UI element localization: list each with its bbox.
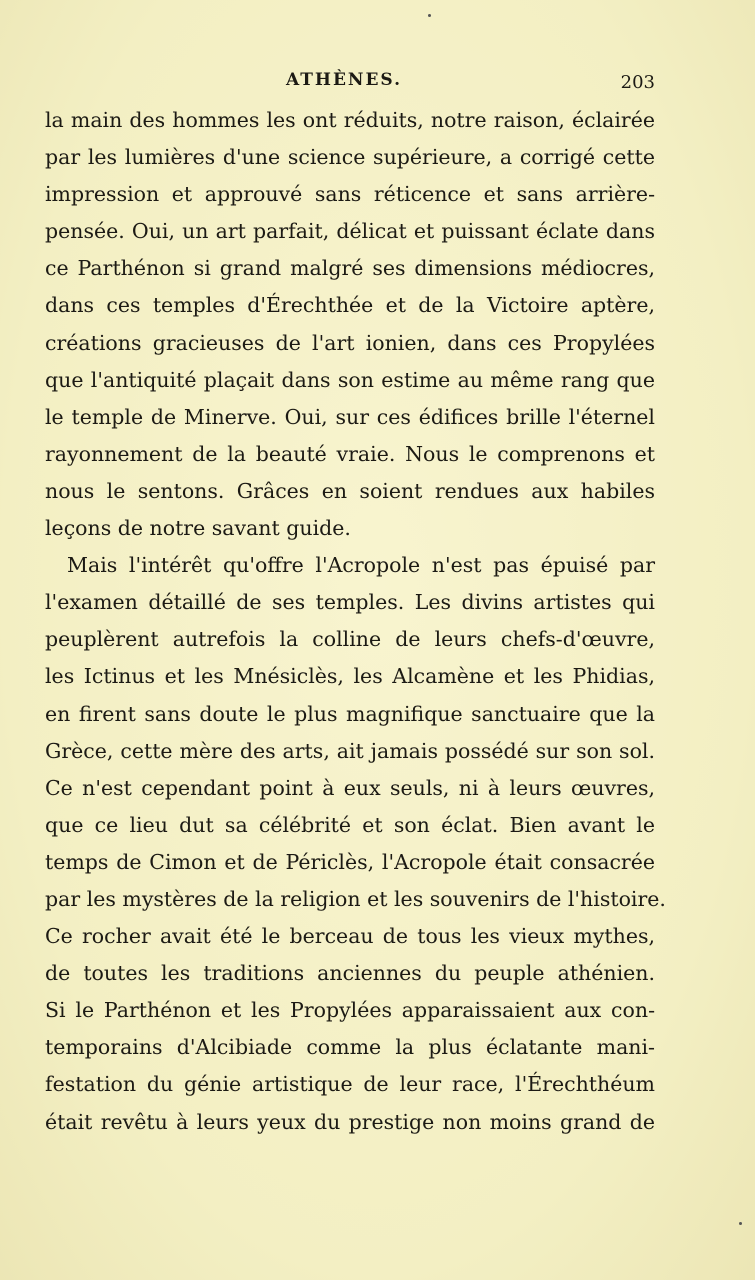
- text-line: rayonnement de la beauté vraie. Nous le comprenons et: [45, 441, 655, 466]
- text-line: Si le Parthénon et les Propylées apparaissaient aux con-: [45, 998, 655, 1023]
- text-line: l'examen détaillé de ses temples. Les divins artistes qui: [45, 590, 655, 615]
- text-line: temps de Cimon et de Périclès, l'Acropole était consacrée: [45, 849, 655, 874]
- text-line: leçons de notre savant guide.: [45, 516, 351, 541]
- text-line: Grèce, cette mère des arts, ait jamais possédé sur son sol.: [45, 738, 655, 763]
- text-line: festation du génie artistique de leur race, l'Érechthéum: [45, 1072, 655, 1097]
- paper-speck: [739, 1222, 742, 1225]
- text-line: temporains d'Alcibiade comme la plus éclatante mani-: [45, 1035, 655, 1060]
- text-line: Mais l'intérêt qu'offre l'Acropole n'est pas épuisé par: [67, 553, 655, 578]
- text-line: que l'antiquité plaçait dans son estime au même rang que: [45, 367, 655, 392]
- text-line: pensée. Oui, un art parfait, délicat et puissant éclate dans: [45, 219, 655, 244]
- text-line: de toutes les traditions anciennes du peuple athénien.: [45, 961, 655, 986]
- text-line: par les lumières d'une science supérieure, a corrigé cette: [45, 145, 655, 170]
- text-line: par les mystères de la religion et les souvenirs de l'histoire.: [45, 886, 666, 911]
- body-text: [45, 102, 666, 1141]
- text-line: ce Parthénon si grand malgré ses dimensions médiocres,: [45, 256, 655, 281]
- text-line: peuplèrent autrefois la colline de leurs chefs-d'œuvre,: [45, 627, 655, 652]
- text-line: impression et approuvé sans réticence et sans arrière-: [45, 182, 655, 207]
- text-line: la main des hommes les ont réduits, notre raison, éclairée: [45, 108, 655, 132]
- text-line: nous le sentons. Grâces en soient rendues aux habiles: [45, 478, 655, 503]
- text-line: Ce n'est cependant point à eux seuls, ni à leurs œuvres,: [45, 775, 655, 800]
- text-line: Ce rocher avait été le berceau de tous les vieux mythes,: [45, 924, 655, 949]
- text-line: dans ces temples d'Érechthée et de la Victoire aptère,: [45, 293, 655, 318]
- running-title: ATHÈNES.: [286, 70, 403, 90]
- text-line: que ce lieu dut sa célébrité et son éclat. Bien avant le: [45, 812, 655, 837]
- text-line: le temple de Minerve. Oui, sur ces édifices brille l'éternel: [45, 404, 655, 429]
- page-number: 203: [620, 72, 655, 93]
- text-line: était revêtu à leurs yeux du prestige non moins grand de: [45, 1109, 655, 1134]
- text-line: créations gracieuses de l'art ionien, dans ces Propylées: [45, 330, 655, 355]
- text-line: les Ictinus et les Mnésiclès, les Alcamène et les Phidias,: [45, 664, 655, 689]
- paper-speck: [428, 14, 431, 17]
- text-line: en firent sans doute le plus magnifique sanctuaire que la: [45, 701, 655, 726]
